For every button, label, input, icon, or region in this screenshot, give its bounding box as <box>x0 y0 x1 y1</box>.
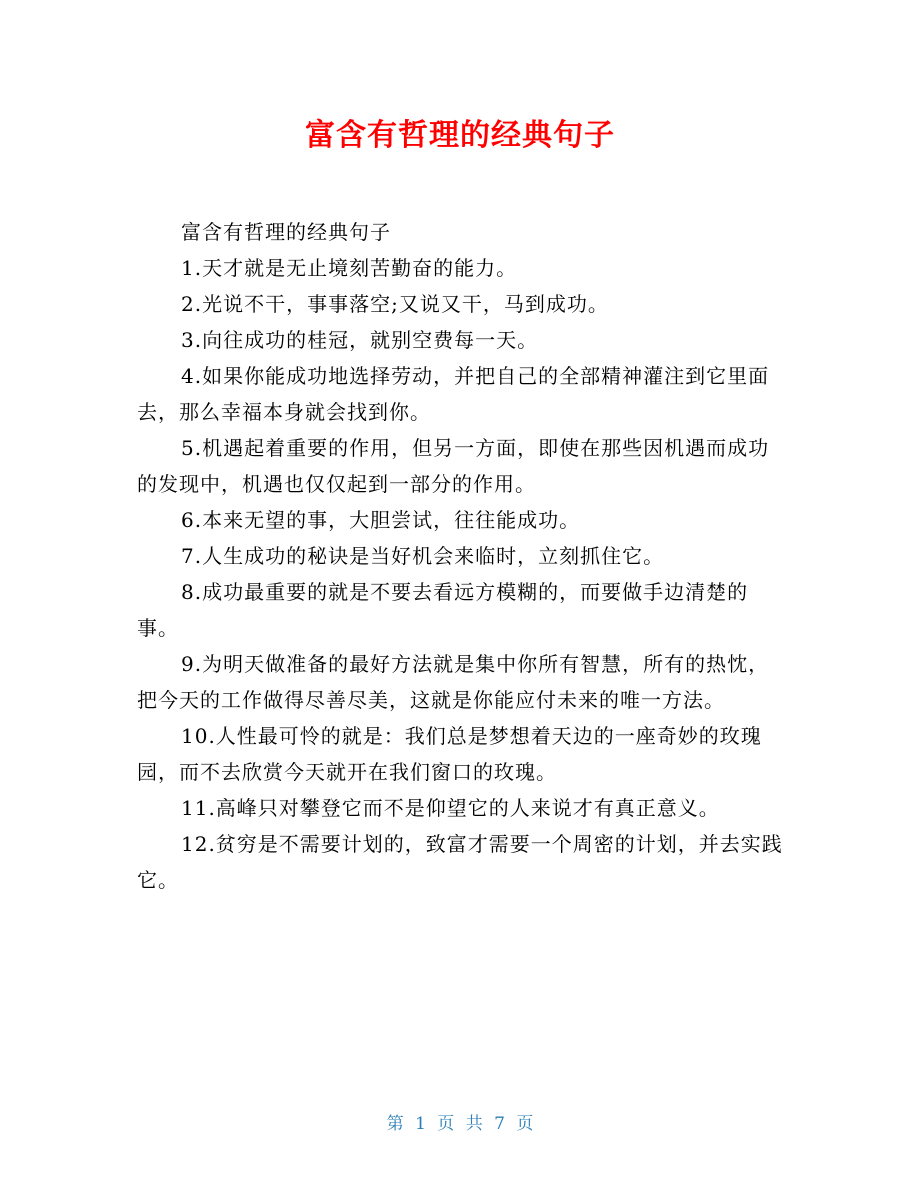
document-title: 富含有哲理的经典句子 <box>305 118 615 153</box>
paragraph-5: 5.机遇起着重要的作用，但另一方面，即使在那些因机遇而成功的发现中，机遇也仅仅起到一部分的作用。 <box>137 436 770 496</box>
paragraph-9: 9.为明天做准备的最好方法就是集中你所有智慧，所有的热忱，把今天的工作做得尽善尽美，这就是你能应付未来的唯一方法。 <box>137 652 770 712</box>
paragraph-1: 1.天才就是无止境刻苦勤奋的能力。 <box>181 256 518 280</box>
paragraph-11: 11.高峰只对攀登它而不是仰望它的人来说才有真正意义。 <box>181 796 720 820</box>
paragraph-4: 4.如果你能成功地选择劳动，并把自己的全部精神灌注到它里面去，那么幸福本身就会找到你。 <box>137 364 770 424</box>
paragraph-heading: 富含有哲理的经典句子 <box>181 220 391 244</box>
document-body <box>137 214 787 898</box>
page-number-footer: 第 1 页 共 7 页 <box>386 1114 534 1134</box>
paragraph-10: 10.人性最可怜的就是：我们总是梦想着天边的一座奇妙的玫瑰园，而不去欣赏今天就开在我们窗口的玫瑰。 <box>137 724 762 784</box>
paragraph-8: 8.成功最重要的就是不要去看远方模糊的，而要做手边清楚的事。 <box>137 580 749 640</box>
paragraph-3: 3.向往成功的桂冠，就别空费每一天。 <box>181 328 539 352</box>
paragraph-2: 2.光说不干，事事落空;又说又干，马到成功。 <box>181 292 609 316</box>
paragraph-7: 7.人生成功的秘诀是当好机会来临时，立刻抓住它。 <box>181 544 665 568</box>
paragraph-12: 12.贫穷是不需要计划的，致富才需要一个周密的计划，并去实践它。 <box>137 832 783 892</box>
paragraph-6: 6.本来无望的事，大胆尝试，往往能成功。 <box>181 508 581 532</box>
